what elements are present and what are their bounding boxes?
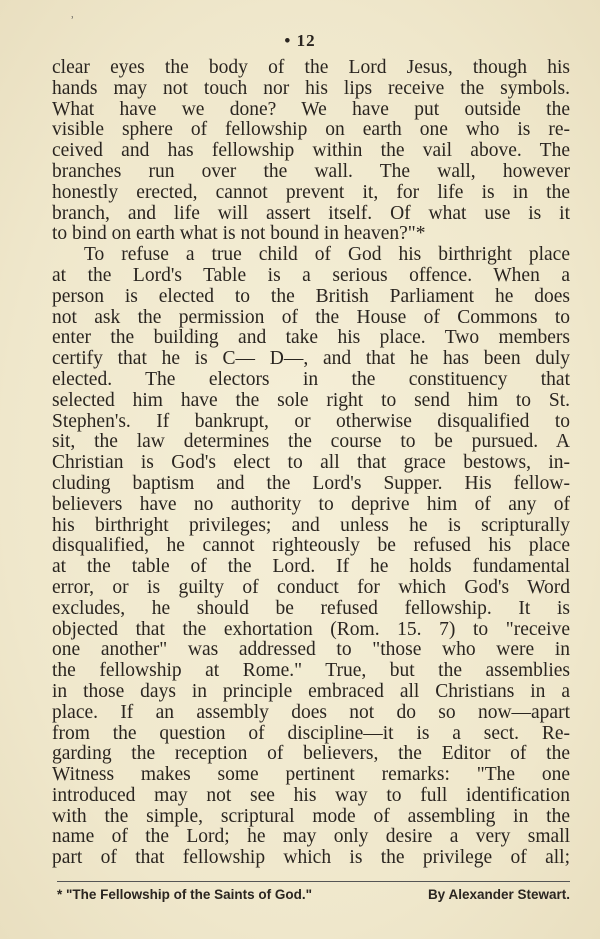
text-line: cluding baptism and the Lord's Supper. His fellow- — [52, 472, 570, 494]
text-line: with the simple, scriptural mode of assembling in the — [52, 805, 570, 827]
text-line: part of that fellowship which is the privilege of all; — [52, 847, 570, 869]
page-number: • 12 — [284, 31, 316, 50]
footnote-author: By Alexander Stewart. — [427, 887, 570, 902]
footnote-title: * "The Fellowship of the Saints of God." — [57, 887, 313, 902]
text-line: ceived and has fellowship within the vail above. The — [52, 140, 570, 162]
text-line: at the table of the Lord. If he holds fundamental — [52, 556, 570, 578]
text-line: selected him have the sole right to send him to St. — [52, 389, 570, 411]
text-line: garding the reception of believers, the Editor of the — [52, 743, 570, 765]
text-line: objected that the exhortation (Rom. 15. 7) to "receive — [52, 618, 570, 640]
footnote-divider — [57, 881, 570, 882]
text-line: branches run over the wall. The wall, however — [52, 160, 570, 182]
text-line: Stephen's. If bankrupt, or otherwise disqualified to — [52, 410, 570, 432]
text-line: error, or is guilty of conduct for which God's Word — [52, 576, 570, 598]
text-line: certify that he is C— D—, and that he has been duly — [52, 348, 570, 370]
text-line: elected. The electors in the constituency that — [52, 368, 570, 390]
text-line: clear eyes the body of the Lord Jesus, though his — [52, 57, 570, 78]
text-line: in those days in principle embraced all Christians in a — [52, 680, 570, 702]
text-line: Witness makes some pertinent remarks: "The one — [52, 764, 570, 786]
text-line: disqualified, he cannot righteously be refused his place — [52, 535, 570, 557]
text-line: honestly erected, cannot prevent it, for life is in the — [52, 181, 570, 203]
text-line: believers have no authority to deprive him of any of — [52, 493, 570, 515]
text-line: name of the Lord; he may only desire a very small — [52, 826, 570, 848]
text-line: his birthright privileges; and unless he is scripturally — [52, 514, 570, 536]
text-line: To refuse a true child of God his birthright place — [84, 244, 570, 266]
stray-mark: ˒ — [70, 8, 75, 23]
text-line: person is elected to the British Parliament he does — [52, 285, 570, 307]
text-line: enter the building and take his place. Two members — [52, 327, 570, 349]
text-line: hands may not touch nor his lips receive the symbols. — [52, 77, 570, 99]
footnote — [57, 887, 570, 902]
text-line: What have we done? We have put outside the — [52, 98, 570, 120]
text-line: at the Lord's Table is a serious offence. When a — [52, 264, 570, 286]
text-line: from the question of discipline—it is a sect. Re- — [52, 722, 570, 744]
text-line: excludes, he should be refused fellowship. It is — [52, 597, 570, 619]
text-line: the fellowship at Rome." True, but the assemblies — [52, 660, 570, 682]
text-line: place. If an assembly does not do so now—apart — [52, 701, 570, 723]
text-line: not ask the permission of the House of Commons to — [52, 306, 570, 328]
text-line: one another" was addressed to "those who were in — [52, 639, 570, 661]
text-line: branch, and life will assert itself. Of what use is it — [52, 202, 570, 224]
text-line: visible sphere of fellowship on earth one who is re- — [52, 119, 570, 141]
text-line: to bind on earth what is not bound in heaven?"* — [52, 223, 426, 245]
text-line: sit, the law determines the course to be pursued. A — [52, 431, 570, 453]
text-line: Christian is God's elect to all that grace bestows, in- — [52, 452, 570, 474]
body-text — [52, 58, 570, 869]
text-line: introduced may not see his way to full identification — [52, 784, 570, 806]
